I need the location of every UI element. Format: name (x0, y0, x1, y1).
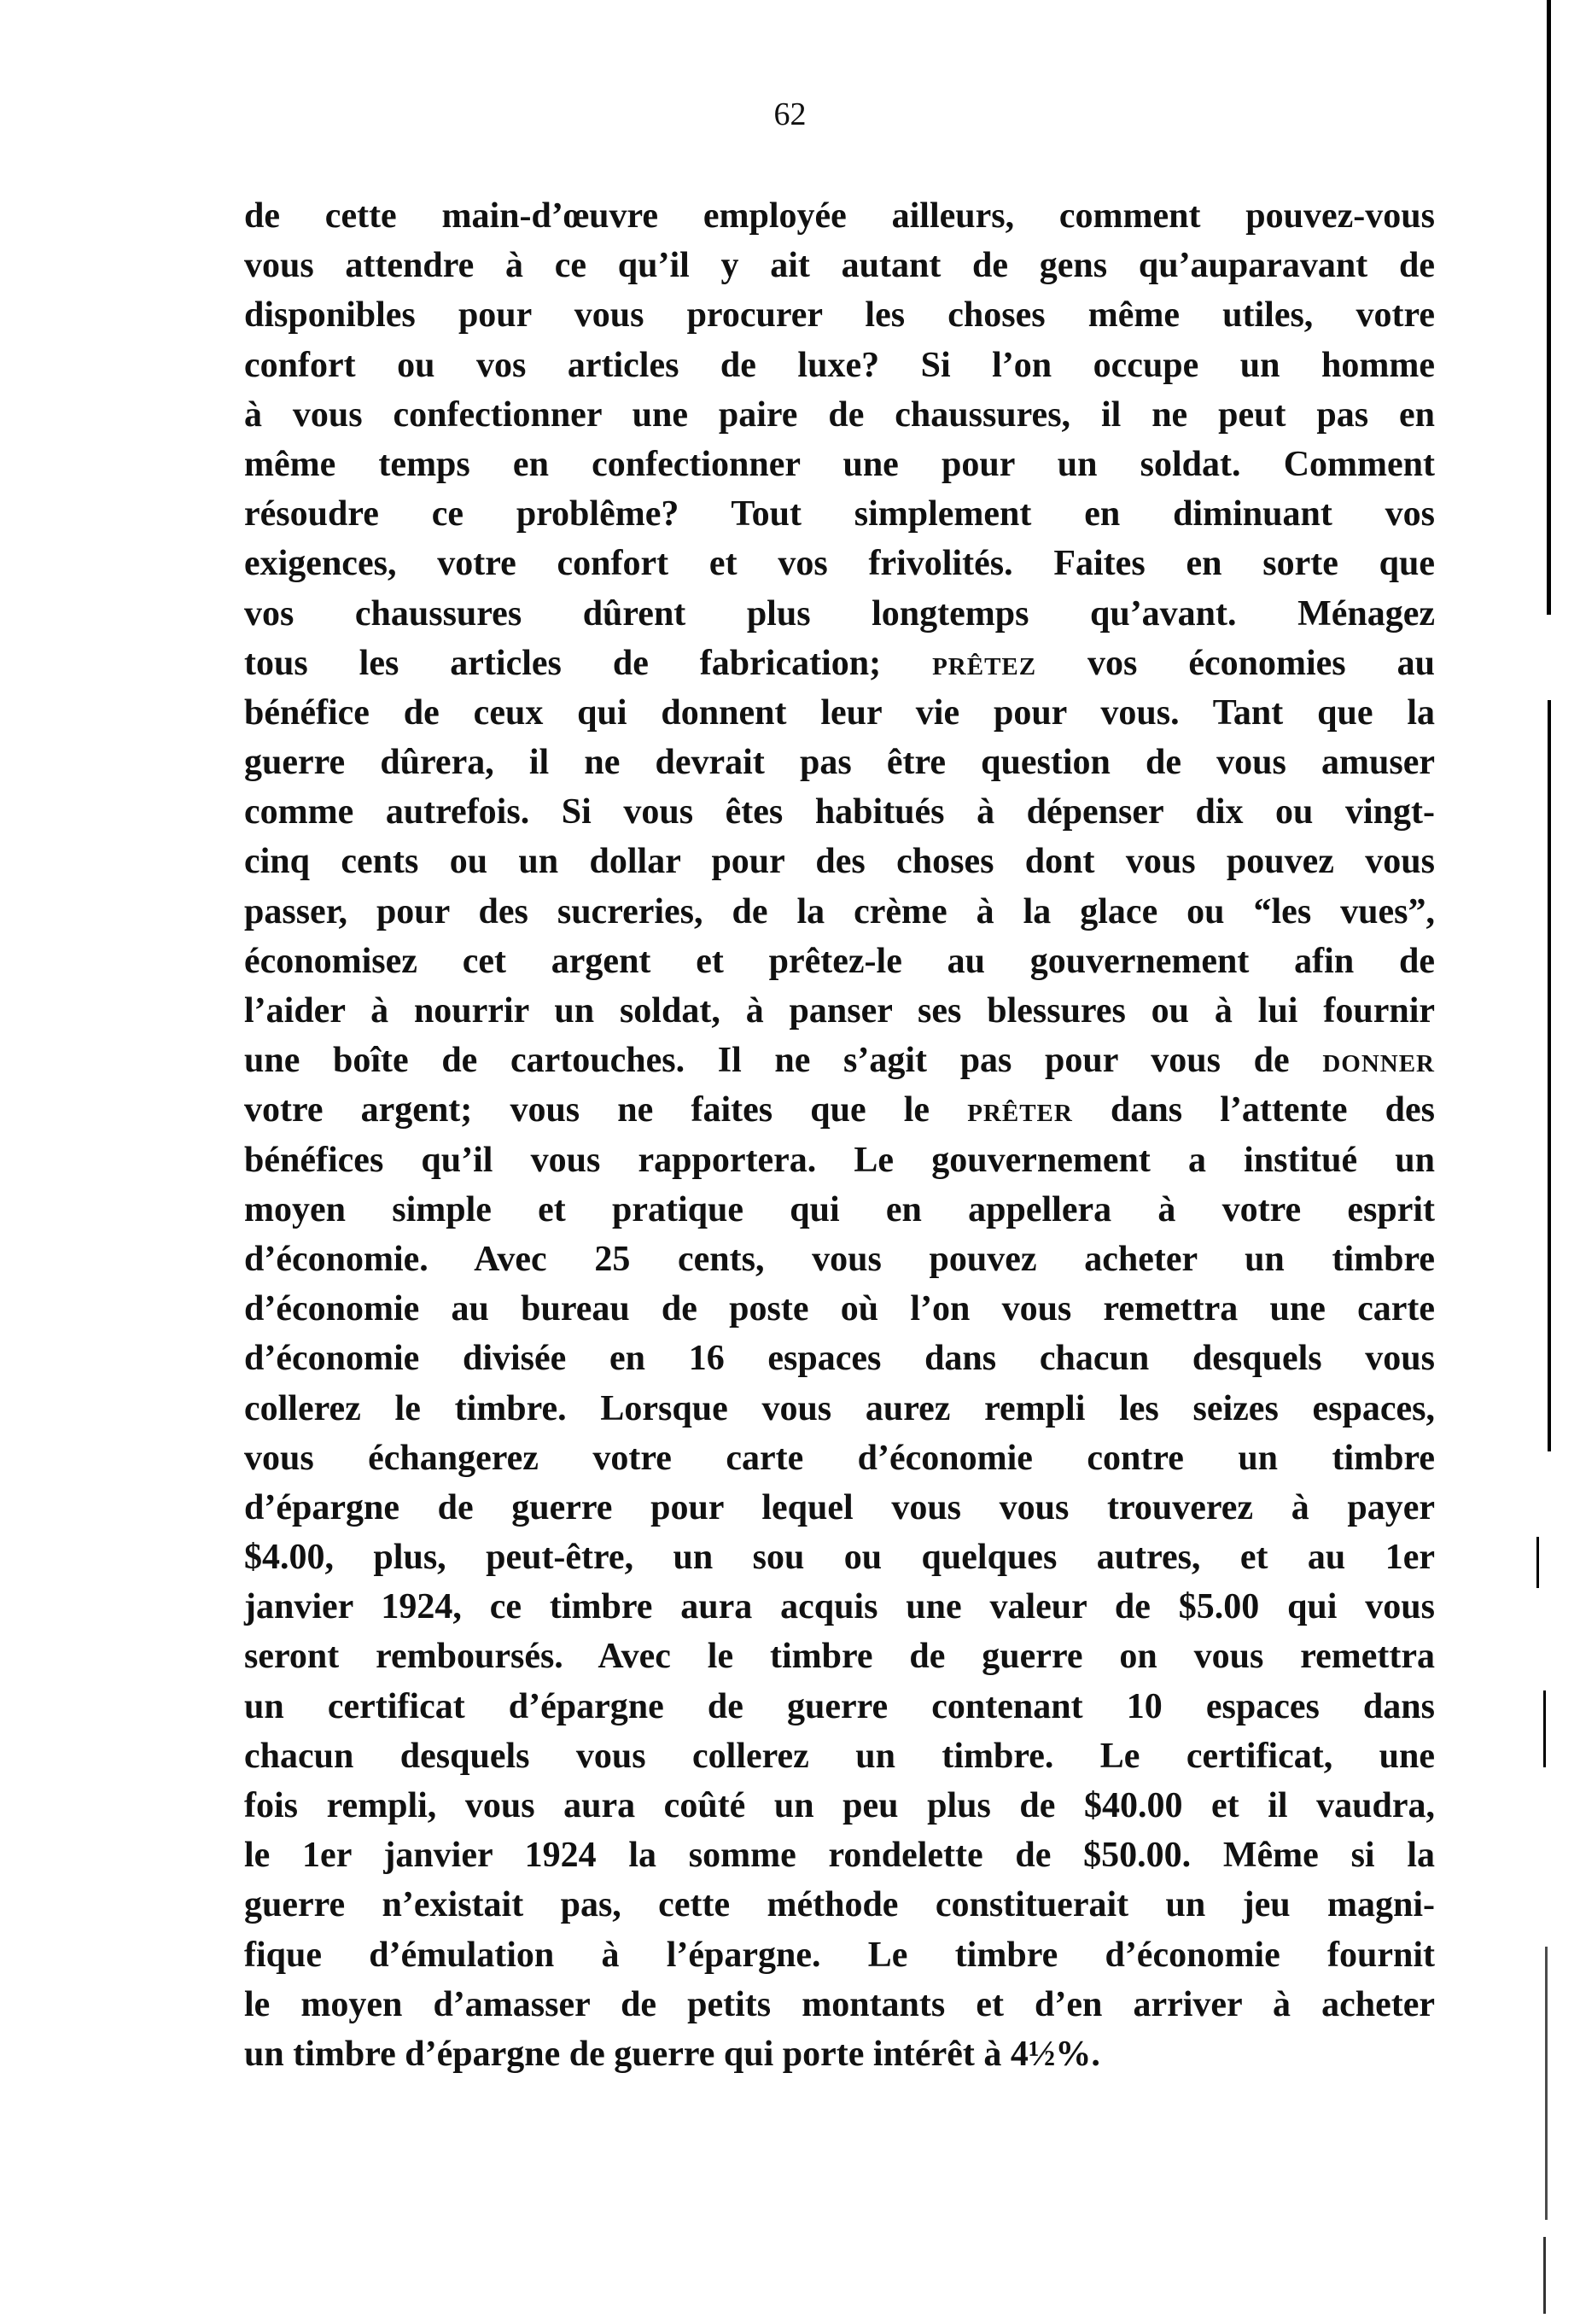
text-line: même temps en confectionner une pour un soldat. Comment (244, 444, 1435, 484)
text-line: économisez cet argent et prêtez-le au gouvernement afin de (244, 941, 1435, 981)
text-line: résoudre ce problême? Tout simplement en diminuant vos (244, 494, 1435, 534)
text-line: confort ou vos articles de luxe? Si l’on occupe un homme (244, 345, 1435, 385)
text-line: bénéfices qu’il vous rapportera. Le gouvernement a institué un (244, 1140, 1435, 1180)
body-text (244, 191, 1435, 2079)
text-line: de cette main-d’œuvre employée ailleurs, comment pouvez-vous (244, 196, 1435, 236)
text-line: comme autrefois. Si vous êtes habitués à dépenser dix ou vingt- (244, 792, 1435, 832)
text-line: janvier 1924, ce timbre aura acquis une valeur de $5.00 qui vous (244, 1587, 1435, 1627)
text-line: guerre n’existait pas, cette méthode constituerait un jeu magni- (244, 1885, 1435, 1925)
scan-edge-mark (1543, 2237, 1546, 2314)
text-line: à vous confectionner une paire de chaussures, il ne peut pas en (244, 394, 1435, 435)
text-line: fois rempli, vous aura coûté un peu plus de $40.00 et il vaudra, (244, 1786, 1435, 1825)
scan-edge-line (1548, 700, 1551, 1451)
scan-edge-mark (1536, 1537, 1539, 1588)
text-line: cinq cents ou un dollar pour des choses dont vous pouvez vous (244, 842, 1435, 882)
text-line: collerez le timbre. Lorsque vous aurez rempli les seizes espaces, (244, 1388, 1435, 1428)
text-line: une boîte de cartouches. Il ne s’agit pas pour vous de donner (244, 1041, 1435, 1081)
scan-edge-line (1547, 0, 1551, 615)
text-line: seront remboursés. Avec le timbre de guerre on vous remettra (244, 1637, 1435, 1677)
text-line: le 1er janvier 1924 la somme rondelette de $50.00. Même si la (244, 1836, 1435, 1876)
text-line: fique d’émulation à l’épargne. Le timbre d’économie fournit (244, 1935, 1435, 1975)
text-line: passer, pour des sucreries, de la crème à la glace ou “les vues”, (244, 891, 1435, 931)
text-line: disponibles pour vous procurer les choses même utiles, votre (244, 295, 1435, 336)
text-line: un certificat d’épargne de guerre contenant 10 espaces dans (244, 1686, 1435, 1726)
text-line: chacun desquels vous collerez un timbre. Le certificat, une (244, 1736, 1435, 1776)
text-line: $4.00, plus, peut-être, un sou ou quelques autres, et au 1er (244, 1538, 1435, 1578)
text-line: vous échangerez votre carte d’économie contre un timbre (244, 1438, 1435, 1478)
text-line: vos chaussures dûrent plus longtemps qu’avant. Ménagez (244, 593, 1435, 634)
text-line: bénéfice de ceux qui donnent leur vie pour vous. Tant que la (244, 692, 1435, 733)
page-number: 62 (773, 96, 807, 132)
text-line: d’économie au bureau de poste où l’on vous remettra une carte (244, 1289, 1435, 1329)
text-line: votre argent; vous ne faites que le prêter dans l’attente des (244, 1090, 1435, 1130)
scan-edge-mark (1545, 1947, 1548, 2220)
small-caps-word: prêter (967, 1090, 1073, 1130)
text-line: d’épargne de guerre pour lequel vous vous trouverez à payer (244, 1487, 1435, 1527)
text-line: moyen simple et pratique qui en appellera à votre esprit (244, 1189, 1435, 1229)
text-line: guerre dûrera, il ne devrait pas être question de vous amuser (244, 743, 1435, 783)
small-caps-word: donner (1322, 1041, 1435, 1081)
text-line: un timbre d’épargne de guerre qui porte intérêt à 4½%. (244, 2034, 1100, 2074)
text-line: exigences, votre confort et vos frivolités. Faites en sorte que (244, 544, 1435, 584)
scan-edge-mark (1543, 1690, 1546, 1767)
text-line: tous les articles de fabrication; prêtez vos économies au (244, 643, 1435, 683)
text-line: d’économie divisée en 16 espaces dans chacun desquels vous (244, 1339, 1435, 1379)
text-line: l’aider à nourrir un soldat, à panser ses blessures ou à lui fournir (244, 991, 1435, 1031)
small-caps-word: prêtez (932, 643, 1037, 683)
text-line: vous attendre à ce qu’il y ait autant de gens qu’auparavant de (244, 246, 1435, 286)
text-line: d’économie. Avec 25 cents, vous pouvez acheter un timbre (244, 1239, 1435, 1279)
text-line: le moyen d’amasser de petits montants et d’en arriver à acheter (244, 1984, 1435, 2024)
